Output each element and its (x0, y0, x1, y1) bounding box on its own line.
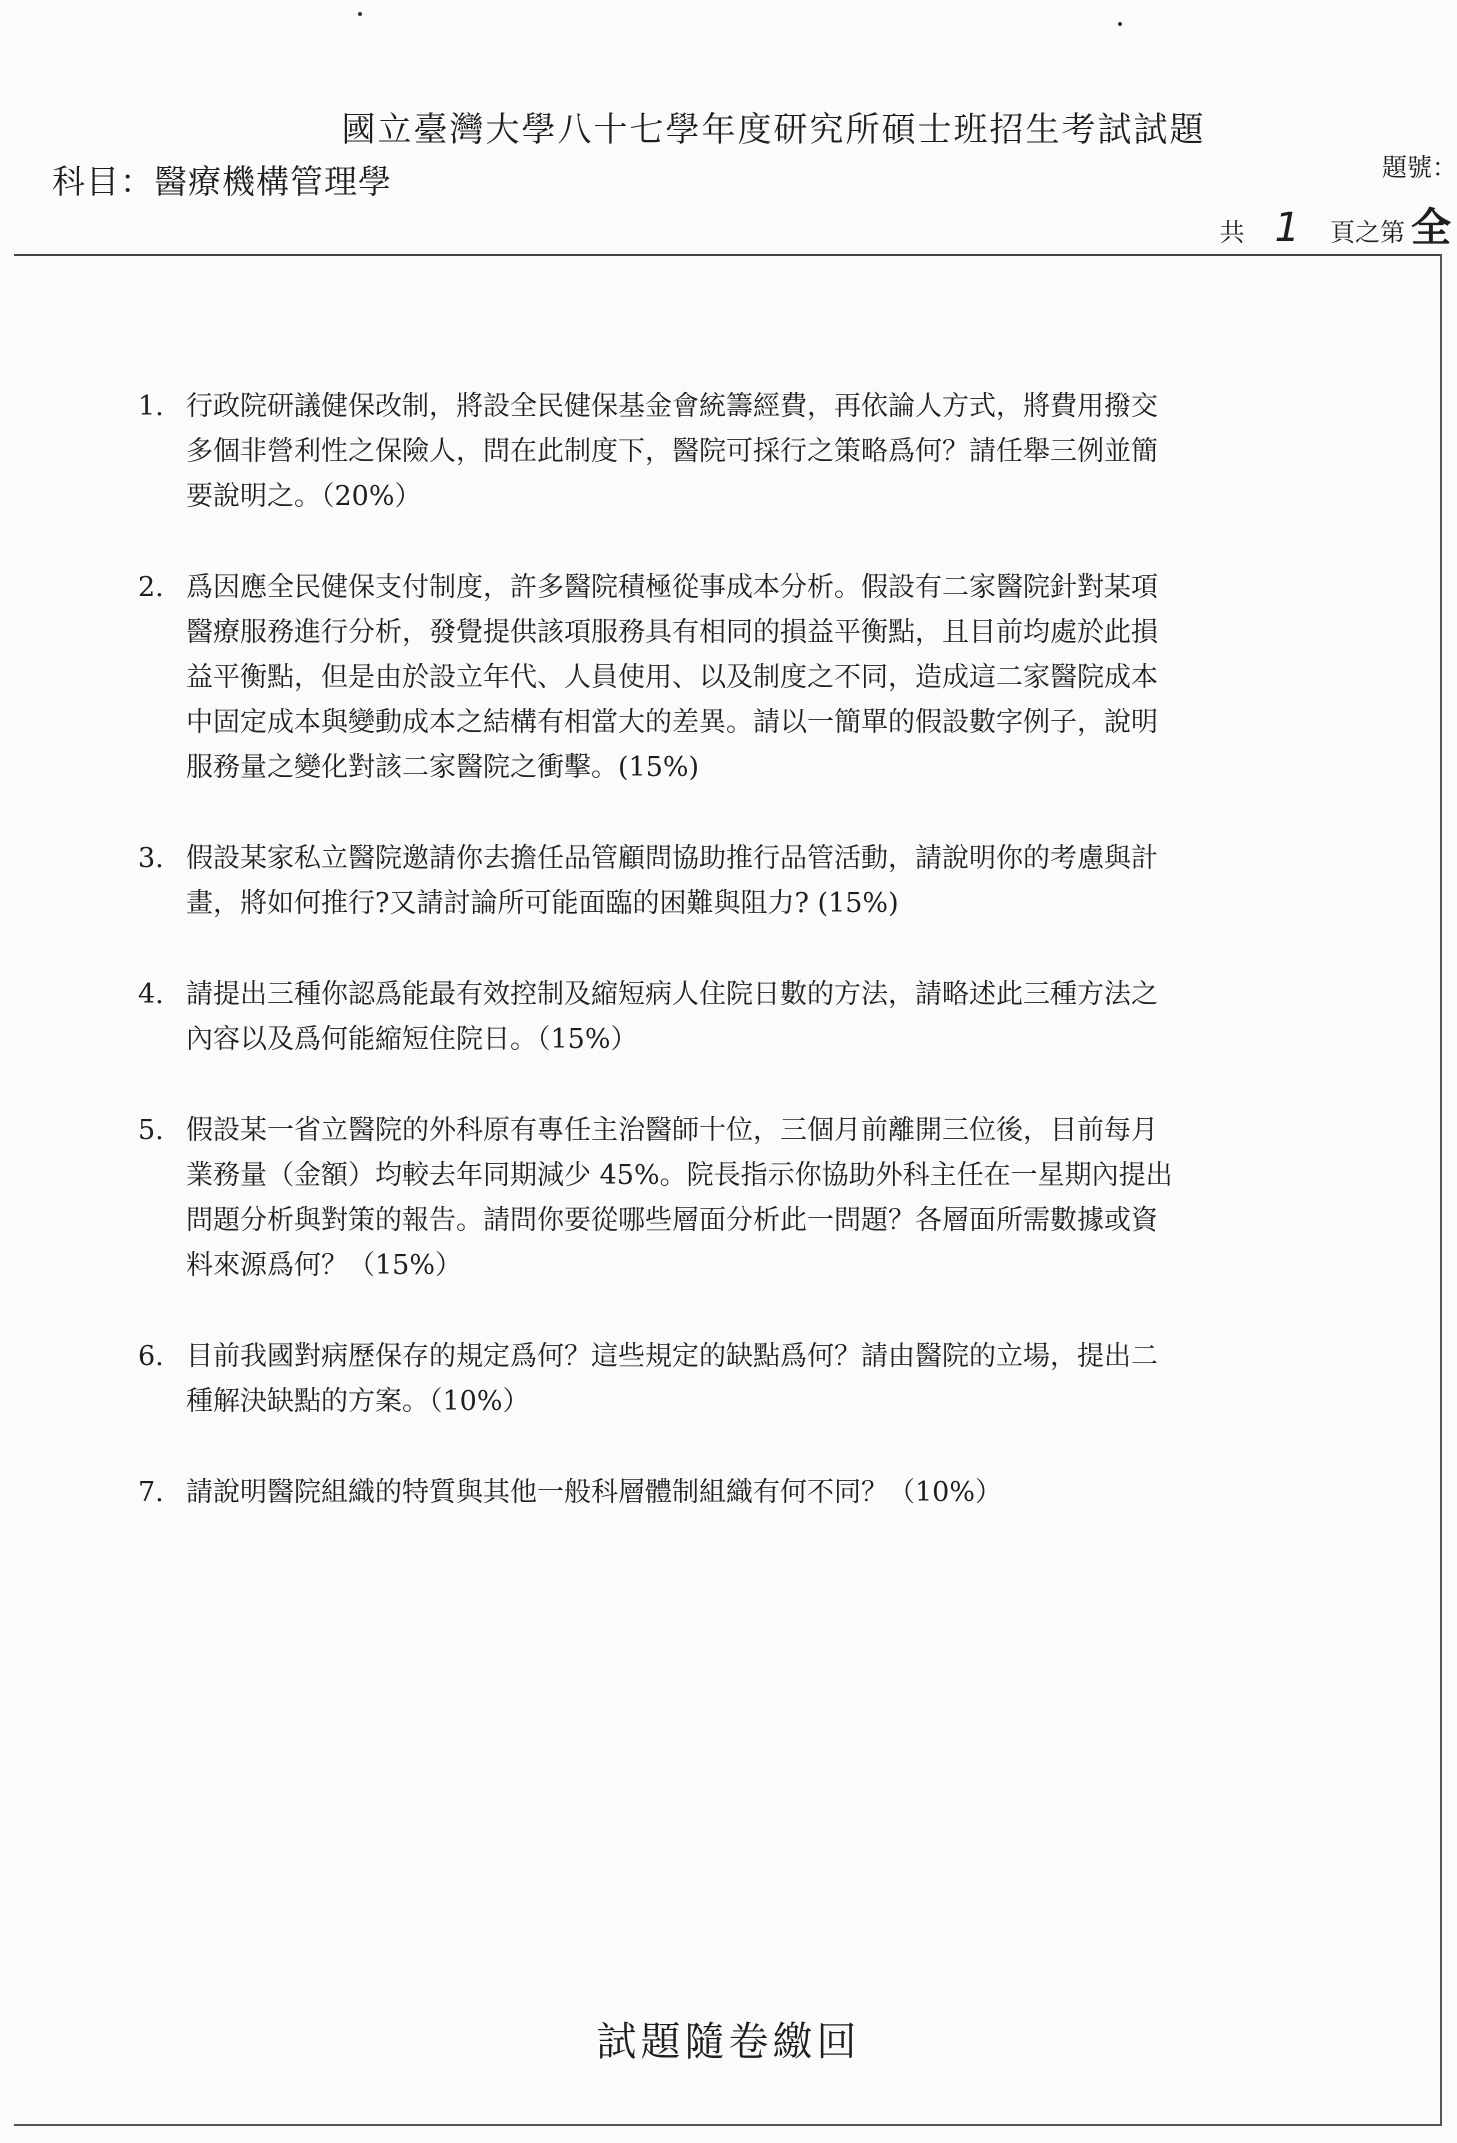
question-text: 假設某一省立醫院的外科原有專任主治醫師十位，三個月前離開三位後，目前每月業務量（金額）均較去年同期減少 45%。院長指示你協助外科主任在一星期內提出問題分析與對策的報告。請問你要從哪些層面分析此一問題？各層面所需數據或資料來源爲何？（15%） (186, 1115, 1173, 1281)
question-item (138, 836, 1178, 926)
question-item (138, 565, 1178, 790)
question-text: 假設某家私立醫院邀請你去擔任品管顧問協助推行品管活動，請說明你的考慮與計畫，將如何推行?又請討論所可能面臨的困難與阻力? (15%) (186, 843, 1158, 919)
scan-speck (1118, 22, 1122, 26)
scan-speck (358, 12, 362, 16)
page-middle: 頁之第 (1329, 218, 1405, 247)
question-number: 2. (138, 572, 164, 603)
question-item (138, 1334, 1178, 1424)
question-text: 請說明醫院組織的特質與其他一般科層體制組織有何不同？（10%） (186, 1477, 1003, 1508)
exam-title: 國立臺灣大學八十七學年度研究所碩士班招生考試試題 (341, 110, 1206, 150)
page-prefix: 共 (1219, 218, 1245, 247)
question-number: 1. (138, 391, 164, 422)
question-text: 行政院研議健保改制，將設全民健保基金會統籌經費，再依論人方式，將費用撥交多個非營利性之保險人，問在此制度下，醫院可採行之策略爲何？請任舉三例並簡要說明之。（20%） (186, 391, 1158, 512)
question-number-label: 題號： (1381, 153, 1457, 182)
page-info (1220, 196, 1451, 253)
page-total: 1 (1274, 205, 1300, 251)
question-list (138, 384, 1178, 1561)
question-item (138, 972, 1178, 1062)
question-item (138, 384, 1178, 519)
question-number: 5. (138, 1115, 164, 1146)
return-notice: 試題隨卷繳回 (596, 2019, 861, 2065)
question-text: 請提出三種你認爲能最有效控制及縮短病人住院日數的方法，請略述此三種方法之內容以及爲何能縮短住院日。（15%） (186, 979, 1158, 1055)
question-number: 6. (138, 1341, 164, 1372)
question-item (138, 1470, 1178, 1515)
question-number: 4. (138, 979, 164, 1010)
question-number: 7. (138, 1477, 164, 1508)
question-text: 目前我國對病歷保存的規定爲何？這些規定的缺點爲何？請由醫院的立場，提出二種解決缺點的方案。（10%） (186, 1341, 1158, 1417)
page-current: 全 (1411, 204, 1451, 251)
question-text: 爲因應全民健保支付制度，許多醫院積極從事成本分析。假設有二家醫院針對某項醫療服務進行分析，發覺提供該項服務具有相同的損益平衡點，且目前均處於此損益平衡點，但是由於設立年代、人員使用、以及制度之不同，造成這二家醫院成本中固定成本與變動成本之結構有相當大的差異。請以一簡單的假設數字例子，說明服務量之變化對該二家醫院之衝擊。(15%) (186, 572, 1158, 783)
subject-label: 科目：醫療機構管理學 (52, 162, 392, 201)
question-number: 3. (138, 843, 164, 874)
question-item (138, 1108, 1178, 1288)
